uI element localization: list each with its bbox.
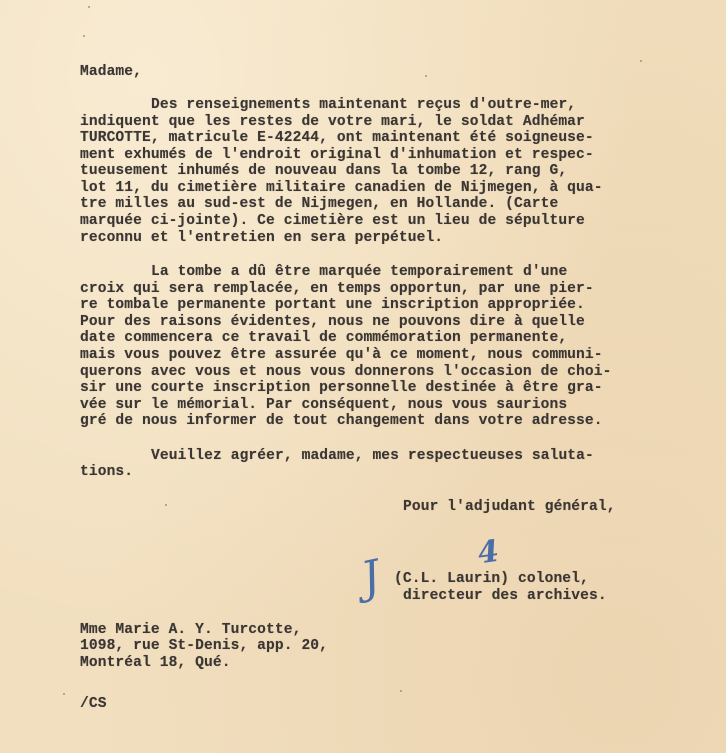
paragraph-line: re tombale permanente portant une inscription appropriée. (80, 297, 585, 313)
reference-initials: /CS (80, 696, 107, 712)
signatory-name: (C.L. Laurin) colonel, (394, 571, 589, 587)
closing-line: Veuillez agréer, madame, mes respectueuses saluta- (151, 448, 594, 464)
paragraph-line: La tombe a dû être marquée temporairement d'une (151, 264, 568, 280)
paragraph-line: marquée ci-jointe). Ce cimetière est un lieu de sépulture (80, 213, 585, 229)
paragraph-line: sir une courte inscription personnelle destinée à être gra- (80, 380, 603, 396)
signatory-title: directeur des archives. (403, 588, 607, 604)
paper-speck (63, 693, 65, 695)
paper-speck (400, 690, 402, 692)
paragraph-line: lot 11, du cimetière militaire canadien de Nijmegen, à qua- (80, 180, 603, 196)
paper-speck (83, 35, 85, 37)
address-line: Montréal 18, Qué. (80, 655, 231, 671)
address-line: 1098, rue St-Denis, app. 20, (80, 638, 329, 654)
paper-speck (425, 75, 427, 77)
address-line: Mme Marie A. Y. Turcotte, (80, 622, 302, 638)
handwritten-mark: 4 (475, 533, 502, 572)
paragraph-line: TURCOTTE, matricule E-42244, ont maintenant été soigneuse- (80, 130, 594, 146)
paragraph-line: tueusement inhumés de nouveau dans la tombe 12, rang G, (80, 163, 568, 179)
paragraph-line: mais vous pouvez être assurée qu'à ce moment, nous communi- (80, 347, 603, 363)
handwritten-initial: J (356, 550, 385, 605)
paragraph-line: date commencera ce travail de commémoration permanente, (80, 330, 568, 346)
paragraph-line: gré de nous informer de tout changement dans votre adresse. (80, 413, 603, 429)
paragraph-line: reconnu et l'entretien en sera perpétuel. (80, 230, 444, 246)
salutation: Madame, (80, 64, 143, 80)
paragraph-line: querons avec vous et nous vous donnerons l'occasion de choi- (80, 364, 612, 380)
paragraph-line: vée sur le mémorial. Par conséquent, nous vous saurions (80, 397, 568, 413)
paper-speck (88, 6, 90, 8)
paragraph-line: Pour des raisons évidentes, nous ne pouvons dire à quelle (80, 314, 585, 330)
paper-speck (640, 60, 642, 62)
paragraph-line: tre milles au sud-est de Nijmegen, en Hollande. (Carte (80, 196, 559, 212)
closing-line: tions. (80, 464, 134, 480)
paragraph-line: indiquent que les restes de votre mari, le soldat Adhémar (80, 114, 585, 130)
paragraph-line: Des renseignements maintenant reçus d'outre-mer, (151, 97, 577, 113)
on-behalf-of: Pour l'adjudant général, (403, 499, 616, 515)
paragraph-line: ment exhumés de l'endroit original d'inhumation et respec- (80, 147, 594, 163)
paper-speck (165, 504, 167, 506)
paragraph-line: croix qui sera remplacée, en temps opportun, par une pier- (80, 281, 594, 297)
